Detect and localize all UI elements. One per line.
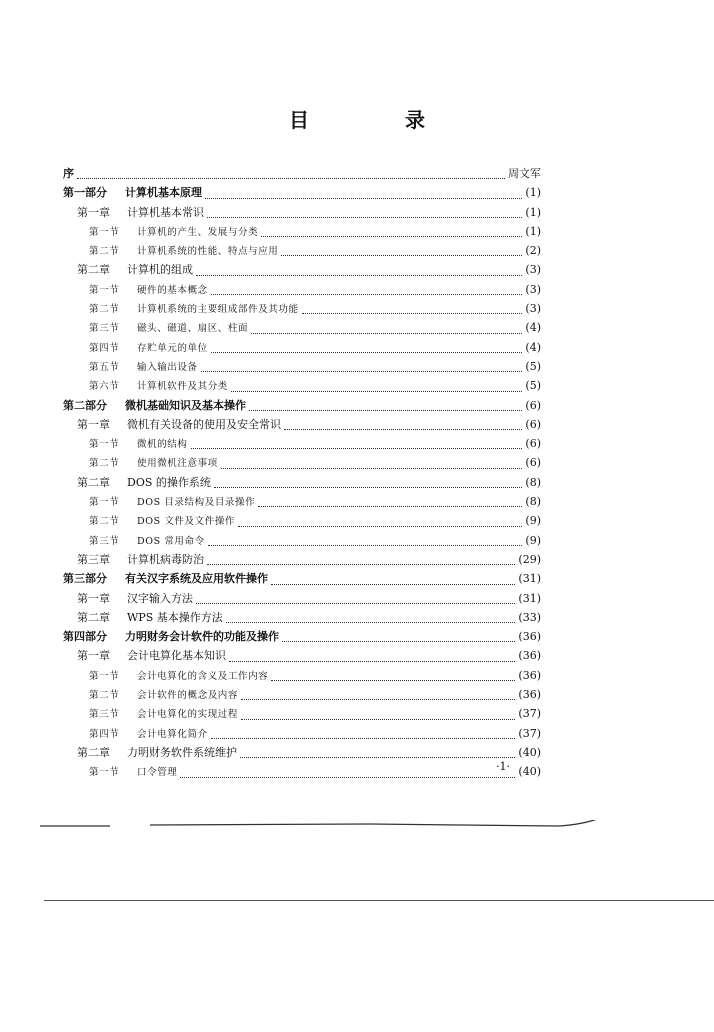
toc-entry xyxy=(63,260,541,279)
toc-entry-number: 第二章 xyxy=(77,263,110,277)
toc-entry-label xyxy=(89,667,268,686)
toc-entry-label xyxy=(89,319,248,338)
toc-entry-page: (33) xyxy=(518,610,541,624)
toc-entry-title: 力明财务会计软件的功能及操作 xyxy=(125,630,279,644)
toc-entry-page: (1) xyxy=(525,205,541,219)
toc-entry-page: (3) xyxy=(525,263,541,277)
toc-entry-label xyxy=(63,569,268,588)
toc-entry-label xyxy=(89,532,205,551)
toc-entry-number: 第四节 xyxy=(89,342,120,354)
dot-leader xyxy=(261,236,522,237)
toc-entry-page: (4) xyxy=(525,321,541,335)
dot-leader xyxy=(271,584,515,585)
toc-entry-number: 第一章 xyxy=(77,591,110,605)
toc-entry-title: DOS 常用命令 xyxy=(137,535,205,547)
toc-entry-label xyxy=(63,183,202,202)
toc-entry xyxy=(63,434,541,453)
toc-entry-label xyxy=(77,260,193,279)
toc-entry xyxy=(63,492,541,511)
toc-entry-title: 口令管理 xyxy=(137,767,178,779)
toc-entry xyxy=(63,724,541,743)
toc-entry-number: 第二节 xyxy=(89,516,120,528)
toc-entry-label xyxy=(89,454,218,473)
toc-entry-title: 会计电算化基本知识 xyxy=(127,649,226,663)
page-number: ·1· xyxy=(496,760,510,773)
toc-entry-label xyxy=(89,300,299,319)
toc-entry-page: (9) xyxy=(525,533,541,547)
toc-entry-title: 计算机病毒防治 xyxy=(127,552,204,566)
toc-entry-title: 有关汉字系统及应用软件操作 xyxy=(125,572,268,586)
toc-entry xyxy=(63,704,541,723)
toc-entry xyxy=(63,203,541,222)
toc-entry xyxy=(63,222,541,241)
toc-entry-title: 使用微机注意事项 xyxy=(137,458,218,470)
toc-entry-page: (36) xyxy=(518,688,541,702)
toc-entry-title: 输入输出设备 xyxy=(137,361,198,373)
toc-entry-page: (1) xyxy=(525,186,541,200)
toc-entry xyxy=(63,743,541,762)
toc-entry-label xyxy=(89,358,198,377)
toc-entry-title: 微机的结构 xyxy=(137,439,188,451)
toc-entry-label xyxy=(89,435,188,454)
dot-leader xyxy=(207,564,515,565)
toc-entry-page: (8) xyxy=(525,495,541,509)
toc-entry-page: (6) xyxy=(525,417,541,431)
toc-entry-page: (29) xyxy=(518,552,541,566)
toc-entry-number: 第二章 xyxy=(77,610,110,624)
toc-entry xyxy=(63,589,541,608)
toc-entry-label xyxy=(77,473,211,492)
toc-entry-page: (3) xyxy=(525,302,541,316)
dot-leader xyxy=(238,526,522,527)
toc-entry-number: 第五节 xyxy=(89,361,120,373)
toc-entry-label xyxy=(77,550,204,569)
toc-entry-page: (31) xyxy=(518,591,541,605)
toc-entry-page: (5) xyxy=(525,379,541,393)
dot-leader xyxy=(211,738,516,739)
toc-entry-page: (3) xyxy=(525,282,541,296)
dot-leader xyxy=(249,410,522,411)
toc-entry-title: 会计电算化的实现过程 xyxy=(137,709,239,721)
toc-entry-title: 计算机基本原理 xyxy=(125,186,202,200)
toc-entry-number: 序 xyxy=(63,167,74,180)
toc-entry-title: 存贮单元的单位 xyxy=(137,342,208,354)
toc-entry xyxy=(63,453,541,472)
toc-entry-number: 第一节 xyxy=(89,226,120,238)
toc-entry-label xyxy=(89,339,208,358)
dot-leader xyxy=(281,255,522,256)
toc-entry-label xyxy=(77,203,204,222)
toc-entry-page: (40) xyxy=(518,765,541,779)
toc-entry-label xyxy=(89,223,258,242)
toc-entry-page: (37) xyxy=(518,707,541,721)
scan-line-decoration xyxy=(40,820,600,830)
toc-entry-label xyxy=(77,415,281,434)
toc-entry-number: 第一节 xyxy=(89,767,120,779)
toc-entry-number: 第一节 xyxy=(89,284,120,296)
dot-leader xyxy=(241,719,515,720)
toc-entry-title: 硬件的基本概念 xyxy=(137,284,208,296)
toc-entry-label xyxy=(89,725,208,744)
dot-leader xyxy=(180,777,515,778)
toc-entry-label xyxy=(89,281,208,300)
toc-entry-title: 计算机基本常识 xyxy=(127,205,204,219)
toc-entry-title: 会计电算化的含义及工作内容 xyxy=(137,670,269,682)
toc-entry-page: (6) xyxy=(525,398,541,412)
dot-leader xyxy=(214,487,523,488)
toc-entry-title: DOS 目录结构及目录操作 xyxy=(137,497,256,509)
toc-entry-number: 第二节 xyxy=(89,458,120,470)
dot-leader xyxy=(251,333,522,334)
toc-entry-title: 微机有关设备的使用及安全常识 xyxy=(127,417,281,431)
dot-leader xyxy=(282,641,515,642)
scan-line-bottom xyxy=(44,900,714,901)
toc-entry-title: 汉字输入方法 xyxy=(127,591,193,605)
toc-entry-label xyxy=(89,763,177,782)
table-of-contents xyxy=(63,164,541,782)
toc-entry-title: 计算机系统的性能、特点与应用 xyxy=(137,246,279,258)
dot-leader xyxy=(221,468,523,469)
toc-entry-label xyxy=(89,705,238,724)
toc-entry-number: 第一章 xyxy=(77,205,110,219)
dot-leader xyxy=(302,313,523,314)
toc-entry xyxy=(63,511,541,530)
toc-entry-title: DOS 文件及文件操作 xyxy=(137,516,236,528)
toc-entry-title: 微机基础知识及基本操作 xyxy=(125,398,246,412)
toc-entry xyxy=(63,183,541,202)
toc-entry-title: WPS 基本操作方法 xyxy=(127,610,223,624)
toc-entry xyxy=(63,396,541,415)
toc-entry-number: 第一节 xyxy=(89,670,120,682)
toc-entry xyxy=(63,608,541,627)
toc-entry xyxy=(63,531,541,550)
toc-entry-number: 第三部分 xyxy=(63,572,107,586)
toc-entry-page: (36) xyxy=(518,630,541,644)
toc-entry-page: (5) xyxy=(525,359,541,373)
toc-entry-page: (9) xyxy=(525,514,541,528)
toc-entry xyxy=(63,646,541,665)
toc-entry-number: 第二节 xyxy=(89,304,120,316)
toc-entry xyxy=(63,241,541,260)
dot-leader xyxy=(196,603,515,604)
toc-entry-number: 第一部分 xyxy=(63,186,107,200)
toc-entry-page: (1) xyxy=(525,224,541,238)
toc-entry-number: 第三节 xyxy=(89,535,120,547)
toc-entry xyxy=(63,685,541,704)
dot-leader xyxy=(240,757,515,758)
dot-leader xyxy=(284,429,522,430)
toc-entry-title: 力明财务软件系统维护 xyxy=(127,745,237,759)
toc-entry-number: 第一章 xyxy=(77,417,110,431)
toc-entry-title: 磁头、磁道、扇区、柱面 xyxy=(137,323,249,335)
toc-entry-number: 第四节 xyxy=(89,728,120,740)
toc-entry-number: 第二章 xyxy=(77,475,110,489)
toc-entry-number: 第三节 xyxy=(89,323,120,335)
toc-entry-page: (36) xyxy=(518,668,541,682)
dot-leader xyxy=(191,448,523,449)
toc-entry xyxy=(63,666,541,685)
toc-entry-number: 第二章 xyxy=(77,745,110,759)
toc-entry xyxy=(63,299,541,318)
dot-leader xyxy=(201,371,523,372)
toc-entry-label xyxy=(89,242,278,261)
toc-entry-title: 计算机软件及其分类 xyxy=(137,381,228,393)
toc-entry-number: 第一章 xyxy=(77,649,110,663)
dot-leader xyxy=(258,506,522,507)
toc-entry-page: (31) xyxy=(518,572,541,586)
toc-entry xyxy=(63,415,541,434)
toc-entry-page: (8) xyxy=(525,475,541,489)
toc-entry-page: (6) xyxy=(525,456,541,470)
toc-entry-label xyxy=(89,377,228,396)
toc-entry-label xyxy=(77,608,223,627)
toc-entry-label xyxy=(77,589,193,608)
toc-entry-page: (37) xyxy=(518,726,541,740)
toc-entry-title: 计算机的产生、发展与分类 xyxy=(137,226,259,238)
toc-entry xyxy=(63,357,541,376)
dot-leader xyxy=(207,217,522,218)
toc-entry-label xyxy=(63,164,74,183)
dot-leader xyxy=(205,198,522,199)
toc-entry-label xyxy=(89,686,238,705)
dot-leader xyxy=(226,622,516,623)
toc-entry-title: DOS 的操作系统 xyxy=(127,475,211,489)
toc-entry-title: 会计电算化简介 xyxy=(137,728,208,740)
toc-entry xyxy=(63,164,541,183)
dot-leader xyxy=(208,545,523,546)
toc-entry-label xyxy=(77,646,226,665)
toc-entry xyxy=(63,338,541,357)
toc-entry-number: 第一节 xyxy=(89,497,120,509)
toc-entry-title: 计算机系统的主要组成部件及其功能 xyxy=(137,304,299,316)
toc-entry-label xyxy=(89,493,255,512)
toc-entry xyxy=(63,550,541,569)
dot-leader xyxy=(241,699,515,700)
toc-entry xyxy=(63,627,541,646)
toc-entry xyxy=(63,569,541,588)
toc-entry xyxy=(63,280,541,299)
dot-leader xyxy=(231,391,523,392)
toc-entry-number: 第四部分 xyxy=(63,630,107,644)
toc-entry-number: 第六节 xyxy=(89,381,120,393)
toc-entry xyxy=(63,473,541,492)
toc-entry-number: 第三章 xyxy=(77,552,110,566)
dot-leader xyxy=(77,178,505,179)
toc-entry-number: 第一节 xyxy=(89,439,120,451)
dot-leader xyxy=(271,680,515,681)
toc-entry-label xyxy=(63,396,246,415)
toc-entry-title: 会计软件的概念及内容 xyxy=(137,690,239,702)
toc-entry xyxy=(63,376,541,395)
dot-leader xyxy=(196,275,522,276)
page-title: 目 录 xyxy=(289,108,463,132)
toc-entry-label xyxy=(63,627,279,646)
toc-entry-label xyxy=(77,743,237,762)
toc-entry-number: 第二节 xyxy=(89,246,120,258)
toc-entry-page: 周文军 xyxy=(508,167,541,180)
toc-entry-page: (6) xyxy=(525,437,541,451)
toc-entry-page: (4) xyxy=(525,340,541,354)
toc-entry xyxy=(63,762,541,781)
toc-entry-number: 第二部分 xyxy=(63,398,107,412)
toc-entry-title: 计算机的组成 xyxy=(127,263,193,277)
toc-entry-label xyxy=(89,512,235,531)
toc-entry xyxy=(63,318,541,337)
dot-leader xyxy=(229,661,515,662)
dot-leader xyxy=(211,352,523,353)
toc-entry-page: (2) xyxy=(525,244,541,258)
dot-leader xyxy=(211,294,523,295)
toc-entry-page: (36) xyxy=(518,649,541,663)
toc-entry-number: 第三节 xyxy=(89,709,120,721)
toc-entry-number: 第二节 xyxy=(89,690,120,702)
toc-entry-page: (40) xyxy=(518,745,541,759)
